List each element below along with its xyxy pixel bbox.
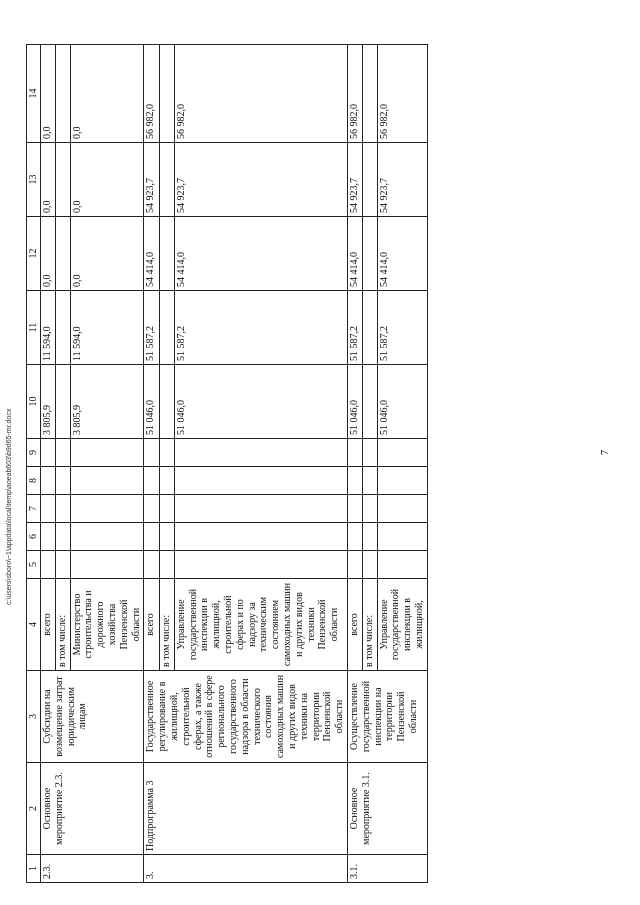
value-cell [362,365,377,439]
value-cell [55,45,70,143]
value-cell [159,551,174,579]
value-cell: 11 594,0 [41,291,56,365]
value-cell [347,551,362,579]
value-cell [55,365,70,439]
value-cell: 56 982,0 [377,45,427,143]
value-cell: 51 587,2 [377,291,427,365]
value-cell [159,467,174,495]
value-cell: 54 923,7 [377,143,427,217]
row-code: 3. [144,855,348,883]
value-cell [55,439,70,467]
value-cell [55,217,70,291]
value-cell: 0,0 [70,143,144,217]
col-header: 1 [27,855,41,883]
value-cell [174,467,347,495]
value-cell: 54 414,0 [144,217,159,291]
table-row [347,45,362,883]
value-cell: 54 414,0 [377,217,427,291]
value-cell [159,365,174,439]
value-cell [144,495,159,523]
value-cell: 56 982,0 [174,45,347,143]
header-row [27,45,41,883]
footer-file-path: c:\users\sboro\~1\appdata\local\temp\aoeab603\b9d65-mr.docx [6,408,13,605]
value-cell [174,439,347,467]
value-cell [159,495,174,523]
col-header: 14 [27,45,41,143]
value-cell [377,495,427,523]
value-cell: 54 923,7 [347,143,362,217]
value-cell [55,523,70,551]
col-header: 12 [27,217,41,291]
value-cell [347,523,362,551]
value-cell [55,467,70,495]
value-cell: 0,0 [41,143,56,217]
value-cell: 51 587,2 [144,291,159,365]
value-cell [377,523,427,551]
value-cell [377,551,427,579]
col-header: 13 [27,143,41,217]
value-cell: 0,0 [41,45,56,143]
value-cell [70,439,144,467]
value-cell [70,495,144,523]
value-cell: 0,0 [70,217,144,291]
value-cell [55,551,70,579]
value-cell [144,467,159,495]
value-cell [174,551,347,579]
value-cell [55,291,70,365]
value-cell [362,291,377,365]
value-cell: 0,0 [41,217,56,291]
line-label: всего [347,579,362,671]
table-row [144,45,159,883]
value-cell [159,291,174,365]
value-cell [362,467,377,495]
value-cell [70,523,144,551]
line-label: всего [144,579,159,671]
value-cell [41,467,56,495]
value-cell [174,523,347,551]
line-label: в том числе: [55,579,70,671]
line-label: в том числе: [159,579,174,671]
value-cell [70,467,144,495]
value-cell: 51 046,0 [174,365,347,439]
col-header: 5 [27,551,41,579]
col-header: 11 [27,291,41,365]
value-cell: 54 414,0 [347,217,362,291]
value-cell [55,143,70,217]
line-label: всего [41,579,56,671]
row-name: Основное мероприятие 3.1. [347,763,427,855]
value-cell [70,551,144,579]
row-code: 3.1. [347,855,427,883]
value-cell [174,495,347,523]
value-cell [41,551,56,579]
page-number: 7 [600,450,611,455]
value-cell [144,523,159,551]
value-cell: 51 587,2 [347,291,362,365]
value-cell [362,551,377,579]
value-cell [159,217,174,291]
value-cell [41,439,56,467]
row-name: Подпрограмма 3 [144,763,348,855]
col-header: 4 [27,579,41,671]
value-cell [144,551,159,579]
value-cell [347,439,362,467]
value-cell [144,439,159,467]
row-description: Государственное регулирование в жилищной, строительной сферах, а также отношений в сфере регионального государственного надзора в области технического состояния самоходных машин и других видов техники на территории Пензенской области [144,671,348,763]
value-cell: 51 046,0 [347,365,362,439]
value-cell: 54 414,0 [174,217,347,291]
value-cell: 56 982,0 [347,45,362,143]
value-cell: 51 046,0 [144,365,159,439]
value-cell [362,45,377,143]
value-cell [347,495,362,523]
col-header: 6 [27,523,41,551]
line-label: Управление государственной инспекции в жилищной, [377,579,427,671]
budget-table [26,44,428,883]
value-cell [362,439,377,467]
col-header: 2 [27,763,41,855]
row-description: Субсидии на возмещение затрат юридическим лицам [41,671,144,763]
value-cell [377,439,427,467]
line-label: Министерство строительства и дорожного хозяйства Пензенской области [70,579,144,671]
col-header: 8 [27,467,41,495]
value-cell: 51 587,2 [174,291,347,365]
value-cell: 51 046,0 [377,365,427,439]
value-cell: 56 982,0 [144,45,159,143]
value-cell [159,143,174,217]
value-cell [362,143,377,217]
col-header: 10 [27,365,41,439]
row-description: Осуществление государственной инспекции на территории Пензенской области [347,671,427,763]
col-header: 3 [27,671,41,763]
value-cell: 54 923,7 [144,143,159,217]
value-cell [362,523,377,551]
value-cell: 3 805,9 [41,365,56,439]
col-header: 7 [27,495,41,523]
col-header: 9 [27,439,41,467]
value-cell [41,523,56,551]
value-cell: 0,0 [70,45,144,143]
table-row [41,45,56,883]
value-cell [159,439,174,467]
value-cell [159,45,174,143]
row-code: 2.3. [41,855,144,883]
line-label: в том числе: [362,579,377,671]
value-cell [41,495,56,523]
value-cell: 54 923,7 [174,143,347,217]
value-cell [55,495,70,523]
row-name: Основное мероприятие 2.3. [41,763,144,855]
value-cell: 11 594,0 [70,291,144,365]
value-cell [159,523,174,551]
value-cell [377,467,427,495]
value-cell [347,467,362,495]
value-cell: 3 805,9 [70,365,144,439]
value-cell [362,495,377,523]
line-label: Управление государственной инспекции в жилищной, строительной сферах и по надзору за техническим состоянием самоходных машин и других видов техники Пензенской области [174,579,347,671]
value-cell [362,217,377,291]
